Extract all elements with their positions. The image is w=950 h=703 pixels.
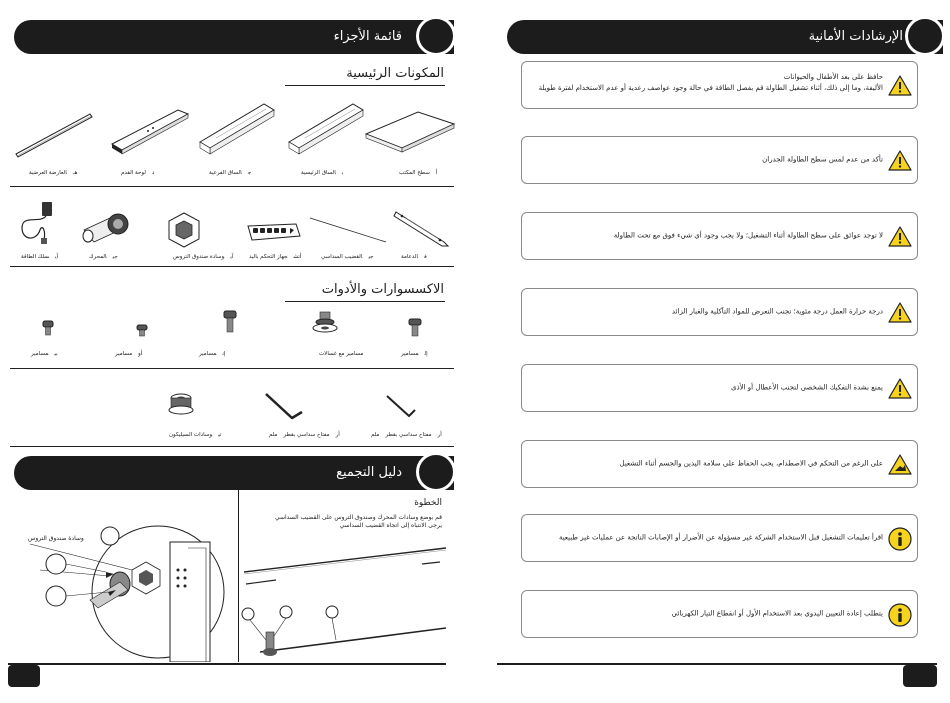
part-label-letter: جي <box>368 254 374 260</box>
part-label-name: مسامير <box>199 351 217 357</box>
warning-box <box>521 364 918 412</box>
info-circle-icon <box>888 603 912 627</box>
part-label <box>18 254 61 260</box>
part-label-letter: بي <box>54 351 58 357</box>
screw-n-drawing <box>223 310 237 334</box>
part-label <box>316 351 372 357</box>
part-label-name: مفتاح سداسي بقطر <box>283 432 330 438</box>
part-label <box>118 170 157 176</box>
part-label-name: الدعامة <box>401 254 419 260</box>
part-label-letter: د <box>151 170 155 176</box>
part-label <box>86 254 121 260</box>
part-label-letter: ف <box>424 254 427 260</box>
assembly-banner-title: دليل التجميع <box>336 465 402 480</box>
part-label-name: العارضة العرضية <box>29 170 67 176</box>
right-footer-tab <box>903 665 937 687</box>
part-label-unit: ملم <box>371 432 380 438</box>
banner-circle <box>905 16 945 56</box>
accessories-rule <box>285 301 445 302</box>
part-label-letter: إل <box>424 351 428 357</box>
gearbox-pad-callout: وسادة صندوق التروس <box>28 535 84 542</box>
warning-text <box>614 231 883 242</box>
footplate-drawing <box>108 104 190 160</box>
assembly-banner <box>14 456 454 490</box>
parts-banner <box>14 20 454 54</box>
part-label-name: جهاز التحكم باليد <box>249 254 288 260</box>
part-label <box>398 351 431 357</box>
part-label <box>318 254 377 260</box>
warning-text <box>672 609 883 620</box>
part-label-letter: أ <box>435 170 438 176</box>
warning-text <box>559 533 883 544</box>
part-label-name: الساق الفرعية <box>209 170 242 176</box>
part-label-name: سلك الطاقة <box>21 254 50 260</box>
warning-text <box>731 383 883 394</box>
warning-text-line: على الرغم من التحكم في الاصطدام، يجب الحفاظ على سلامة اليدين والجسم أثناء التشغيل <box>619 459 883 468</box>
part-label <box>170 254 236 260</box>
warning-text-line: يمنع بشدة التفكيك الشخصي لتجنب الأعطال أو الأذى <box>731 383 883 392</box>
part-label <box>160 432 224 438</box>
part-label-name: مفتاح سداسي بقطر <box>385 432 432 438</box>
part-label <box>206 170 254 176</box>
safety-banner <box>507 20 943 54</box>
warning-text-line: درجة حرارة العمل درجة مئوية؛ تجنب التعرض للمواد التآكلية والغبار الزائد <box>671 307 883 316</box>
parts-banner-title: قائمة الأجزاء <box>333 29 402 44</box>
warning-box <box>521 440 918 488</box>
part-label-name: مسامير مع غسالات <box>319 351 364 357</box>
part-label <box>28 351 61 357</box>
step-title: الخطوة <box>414 498 442 508</box>
bracket-drawing <box>392 206 452 250</box>
warning-box <box>521 288 918 336</box>
part-label <box>112 351 145 357</box>
accessories-row2-rule <box>10 446 454 447</box>
part-label <box>368 432 445 438</box>
accessories-row1-rule <box>10 368 454 369</box>
left-footer-tab <box>8 665 40 687</box>
part-label-name: الساق الرئيسية <box>301 170 336 176</box>
assembly-divider <box>238 490 239 662</box>
hex-rod-drawing <box>308 216 388 244</box>
step-text-line-1: قم بوضع وسادات المحرك وصندوق التروس على القضيب السداسي <box>274 514 442 521</box>
screw-washer-drawing <box>310 310 340 338</box>
screw-l-drawing <box>408 318 422 338</box>
warning-text-line: حافظ على بعد الأطفال والحيوانات <box>783 73 883 81</box>
part-label-letter: ج <box>247 170 252 176</box>
part-label-name: مسامير <box>115 351 133 357</box>
motor-drawing <box>80 208 136 248</box>
assembly-rod-drawing <box>240 540 450 662</box>
main-components-row1-rule <box>10 186 454 187</box>
part-label <box>246 254 304 260</box>
main-components-rule <box>285 85 445 86</box>
sub-leg-drawing <box>196 98 278 160</box>
gearbox-pad-drawing <box>164 210 204 252</box>
hex-key-large-drawing <box>262 390 306 424</box>
part-label <box>266 432 343 438</box>
part-label-letter: إن <box>222 351 226 357</box>
warning-text-line: لا توجد عوائق على سطح الطاولة أثناء التشغيل؛ ولا يجب وجود أي شيء فوق مع تحت الطاولة <box>613 231 883 240</box>
part-label-name: مسامير <box>401 351 419 357</box>
part-label <box>298 170 346 176</box>
hex-key-small-drawing <box>383 392 419 422</box>
part-label-letter: آي <box>230 254 234 260</box>
warning-box <box>521 61 918 109</box>
part-label-name: مسامير <box>31 351 49 357</box>
warning-box <box>521 136 918 184</box>
step-text <box>275 514 442 530</box>
part-label-letter: أو <box>138 351 143 357</box>
desktop-drawing <box>362 108 458 160</box>
silicone-pad-drawing <box>166 392 196 418</box>
right-footer-rule <box>497 663 937 665</box>
part-label-letter: آي <box>55 254 59 260</box>
warning-triangle-icon <box>888 225 912 249</box>
warning-text <box>762 155 883 166</box>
warning-triangle-icon <box>888 301 912 325</box>
warning-text-line: يتطلب إعادة التعيين اليدوي بعد الاستخدام الأول أو انقطاع التيار الكهربائي <box>671 609 883 618</box>
warning-text <box>672 307 883 318</box>
warning-box <box>521 590 918 638</box>
screw-o-drawing <box>136 324 148 338</box>
part-label-unit: ملم <box>269 432 278 438</box>
warning-box <box>521 212 918 260</box>
left-footer-rule <box>8 663 446 665</box>
part-label-name: وسادة صندوق التروس <box>173 254 225 260</box>
part-label-letter: تي <box>218 432 222 438</box>
warning-triangle-icon <box>888 149 912 173</box>
warning-text <box>620 459 883 470</box>
part-label-letter: هـ <box>72 170 78 176</box>
main-leg-drawing <box>285 98 367 160</box>
part-label <box>196 351 228 357</box>
part-label-name: وسادات السيليكون <box>169 432 213 438</box>
accessories-title: الاكسسوارات والأدوات <box>321 282 444 297</box>
part-label <box>398 254 430 260</box>
power-cord-drawing <box>16 200 58 246</box>
safety-banner-title: الإرشادات الأمانية <box>808 29 903 44</box>
banner-circle <box>416 452 456 492</box>
step-text-line-2: يرجى الانتباه إلى اتجاه القضيب السداسي <box>339 522 442 529</box>
warning-triangle-icon <box>888 377 912 401</box>
part-label-letter: أر <box>335 432 340 438</box>
part-label-name: القضيب السداسي <box>321 254 363 260</box>
warning-triangle-icon <box>888 74 912 98</box>
hand-controller-drawing <box>244 220 302 244</box>
crossbar-drawing <box>14 110 94 160</box>
part-label-name: سطح المكتب <box>399 170 430 176</box>
part-label-name: لوحة القدم <box>121 170 146 176</box>
part-label-letter: جي <box>112 254 118 260</box>
part-label <box>396 170 440 176</box>
part-label-letter: أتش <box>293 254 302 260</box>
part-label-name: المحرك <box>89 254 107 260</box>
banner-circle <box>416 16 456 56</box>
info-circle-icon <box>888 527 912 551</box>
warning-text-line: تأكد من عدم لمس سطح الطاولة الجدران <box>762 155 883 164</box>
warning-text-line: اقرأ تعليمات التشغيل قبل الاستخدام الشركة غير مسؤولة عن الأضرار أو الإصابات الناتجة عن عمليات غير طبيعية <box>558 533 883 542</box>
hand-warning-icon <box>888 453 912 477</box>
part-label <box>26 170 80 176</box>
main-components-title: المكونات الرئيسية <box>346 66 444 81</box>
warning-text <box>539 72 883 94</box>
part-label-letter: أر <box>437 432 442 438</box>
warning-text-line: الأليفة، وما إلى ذلك، أثناء تشغيل الطاولة قم بفصل الطاقة في حالة وجود عواصف رعدية أو عدم الاستخدام لفترة طويلة <box>538 84 883 92</box>
part-label-letter: ب <box>341 170 344 176</box>
main-components-row2-rule <box>10 266 454 267</box>
warning-box <box>521 514 918 562</box>
screw-p-drawing <box>42 320 54 336</box>
